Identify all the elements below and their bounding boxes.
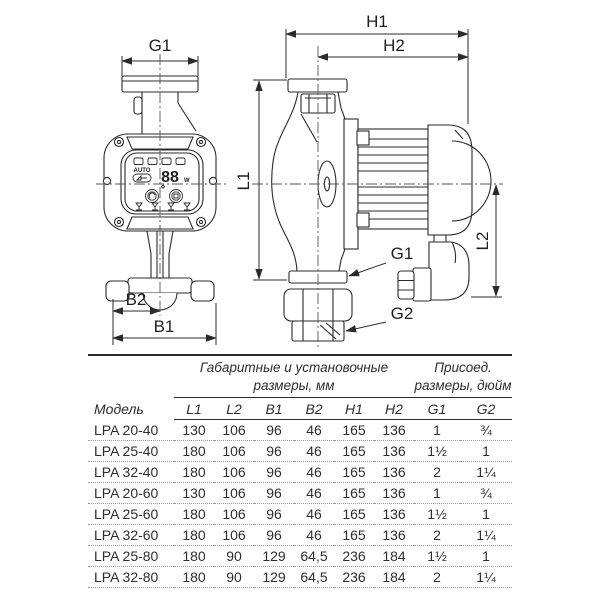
column-header-h2: H2 <box>374 398 414 420</box>
cell-g1: 1 <box>414 420 460 441</box>
column-header-b1: B1 <box>254 398 294 420</box>
cell-model: LPA 25-40 <box>88 441 174 462</box>
cell-b2: 46 <box>294 462 334 483</box>
cell-l2: 106 <box>214 525 254 546</box>
column-header-h1: H1 <box>334 398 374 420</box>
cell-g2: 1¼ <box>460 567 512 588</box>
dim-label-l2: L2 <box>473 231 492 251</box>
cell-l1: 130 <box>174 420 214 441</box>
dim-label-g1-side: G1 <box>390 244 414 263</box>
cell-g2: 1¼ <box>460 462 512 483</box>
cell-h2: 136 <box>374 441 414 462</box>
column-header-g1: G1 <box>414 398 460 420</box>
cell-h2: 184 <box>374 546 414 567</box>
cell-l2: 106 <box>214 420 254 441</box>
cell-b2: 46 <box>294 420 334 441</box>
cell-h2: 136 <box>374 483 414 504</box>
watt-unit: W <box>184 178 190 184</box>
cell-model: LPA 20-60 <box>88 483 174 504</box>
cell-b2: 64,5 <box>294 567 334 588</box>
cell-l1: 180 <box>174 546 214 567</box>
dim-label-b1: B1 <box>153 317 175 336</box>
cell-l1: 130 <box>174 483 214 504</box>
cell-model: LPA 20-40 <box>88 420 174 441</box>
dim-label-h2: H2 <box>383 36 405 55</box>
cell-h2: 136 <box>374 504 414 525</box>
dimensions-table <box>88 354 512 588</box>
cell-h1: 236 <box>334 546 374 567</box>
side-view <box>272 79 491 341</box>
cell-g2: 1¼ <box>460 525 512 546</box>
cell-g1: 2 <box>414 462 460 483</box>
cell-l1: 180 <box>174 462 214 483</box>
cell-h1: 165 <box>334 483 374 504</box>
table-row <box>88 462 512 483</box>
cell-l2: 90 <box>214 546 254 567</box>
spec-table-section <box>88 354 512 588</box>
column-header-l2: L2 <box>214 398 254 420</box>
cell-h2: 136 <box>374 420 414 441</box>
cell-h1: 165 <box>334 462 374 483</box>
cable-gland-hex <box>398 271 414 299</box>
screw-icon <box>197 218 206 227</box>
side-top-flange <box>288 79 347 92</box>
cell-b1: 96 <box>254 483 294 504</box>
cell-b1: 129 <box>254 567 294 588</box>
neck-latch <box>134 97 142 114</box>
conduit-elbow <box>429 242 469 300</box>
cell-b2: 46 <box>294 525 334 546</box>
cell-model: LPA 32-80 <box>88 567 174 588</box>
cell-b1: 96 <box>254 504 294 525</box>
cell-g2: 1 <box>460 504 512 525</box>
cell-l1: 180 <box>174 504 214 525</box>
cell-b1: 96 <box>254 462 294 483</box>
cell-l2: 106 <box>214 483 254 504</box>
column-header-b2: B2 <box>294 398 334 420</box>
table-row <box>88 504 512 525</box>
cell-g2: 1 <box>460 441 512 462</box>
table-row <box>88 525 512 546</box>
dim-label-g2: G2 <box>390 304 414 323</box>
cell-b1: 96 <box>254 525 294 546</box>
cell-h1: 165 <box>334 525 374 546</box>
cell-g1: 1½ <box>414 504 460 525</box>
union-wing-right <box>191 281 214 301</box>
cell-g2: ¾ <box>460 420 512 441</box>
dim-label-l1: L1 <box>234 171 253 191</box>
cell-l2: 90 <box>214 567 254 588</box>
auto-label: AUTO <box>133 168 151 174</box>
cell-h1: 236 <box>334 567 374 588</box>
column-header-model: Модель <box>94 400 144 417</box>
table-row <box>88 420 512 441</box>
cell-b1: 96 <box>254 420 294 441</box>
table-row <box>88 441 512 462</box>
cell-g1: 2 <box>414 567 460 588</box>
screw-icon <box>115 138 124 147</box>
cell-h2: 184 <box>374 567 414 588</box>
cell-h1: 165 <box>334 441 374 462</box>
power-display: 88 <box>161 169 179 186</box>
cell-l2: 106 <box>214 504 254 525</box>
dim-label-h1: H1 <box>366 12 388 31</box>
cell-g2: 1 <box>460 546 512 567</box>
cell-model: LPA 25-80 <box>88 546 174 567</box>
column-group-inch: Присоед. размеры, дюйм <box>414 355 512 398</box>
cell-h1: 165 <box>334 504 374 525</box>
cell-b2: 64,5 <box>294 546 334 567</box>
cell-l2: 106 <box>214 441 254 462</box>
cell-g2: ¾ <box>460 483 512 504</box>
control-panel <box>121 150 203 214</box>
screw-icon <box>115 218 124 227</box>
table-row <box>88 483 512 504</box>
dim-label-g1-top: G1 <box>148 36 172 55</box>
cell-g1: 1 <box>414 483 460 504</box>
volute-outline <box>272 92 298 271</box>
cell-b1: 96 <box>254 441 294 462</box>
table-row <box>88 546 512 567</box>
dim-label-b2: B2 <box>125 290 147 309</box>
cell-b2: 46 <box>294 504 334 525</box>
cell-h2: 136 <box>374 462 414 483</box>
cell-b2: 46 <box>294 441 334 462</box>
cell-model: LPA 32-40 <box>88 462 174 483</box>
gland-body <box>413 268 431 301</box>
screw-icon <box>197 138 206 147</box>
cell-b2: 46 <box>294 483 334 504</box>
cell-model: LPA 32-60 <box>88 525 174 546</box>
cell-l2: 106 <box>214 462 254 483</box>
cell-l1: 180 <box>174 441 214 462</box>
cell-l1: 180 <box>174 525 214 546</box>
column-group-mm: Габаритные и установочные размеры, мм <box>174 355 414 398</box>
column-header-l1: L1 <box>174 398 214 420</box>
table-group-header-row <box>88 355 512 398</box>
cell-g1: 2 <box>414 525 460 546</box>
cell-model: LPA 25-60 <box>88 504 174 525</box>
cell-b1: 129 <box>254 546 294 567</box>
cell-h1: 165 <box>334 420 374 441</box>
column-header-g2: G2 <box>460 398 512 420</box>
cell-g1: 1½ <box>414 441 460 462</box>
table-row <box>88 567 512 588</box>
cell-l1: 180 <box>174 567 214 588</box>
cell-h2: 136 <box>374 525 414 546</box>
cell-g1: 1½ <box>414 546 460 567</box>
